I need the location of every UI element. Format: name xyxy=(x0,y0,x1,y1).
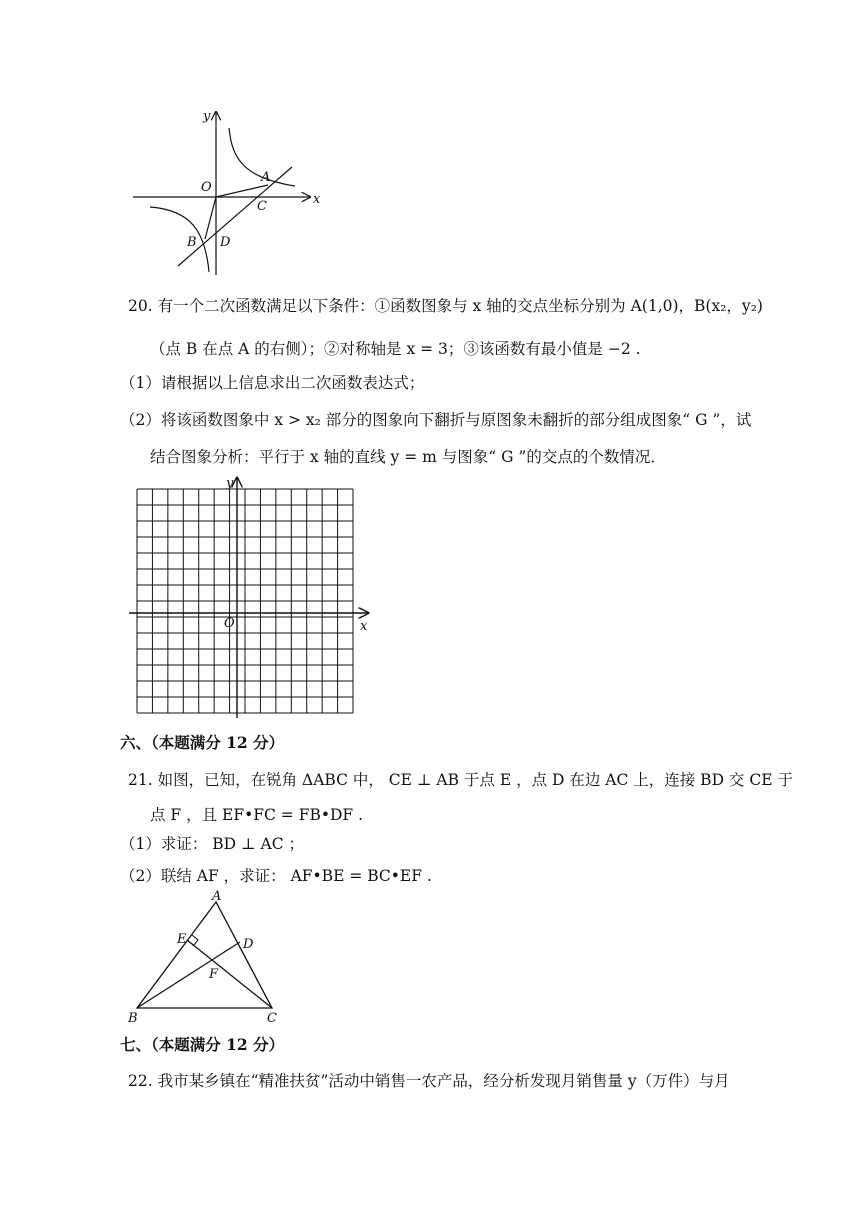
q20-line2: （点 B 在点 A 的右侧）；②对称轴是 x = 3；③该函数有最小值是 −2 . xyxy=(150,340,641,358)
label-x: x xyxy=(313,192,321,207)
label-C: C xyxy=(257,199,267,214)
label-E: E xyxy=(177,932,187,947)
q21-line1: 21. 如图，已知，在锐角 ΔABC 中， CE ⊥ AB 于点 E ，点 D 在边 AC 上，连接 BD 交 CE 于 xyxy=(128,771,793,789)
q20-part2a: （2）将该函数图象中 x > x₂ 部分的图象向下翻折与原图象未翻折的部分组成图象“ G ”，试 xyxy=(120,411,752,429)
section6-title: 六、（本题满分 12 分） xyxy=(120,733,285,752)
q20-part2b: 结合图象分析：平行于 x 轴的直线 y = m 与图象“ G ”的交点的个数情况． xyxy=(150,448,666,466)
segment-CE xyxy=(187,940,272,1008)
grid-label-y: y xyxy=(226,476,234,491)
label-F: F xyxy=(209,967,219,982)
q22-line1: 22. 我市某乡镇在“精准扶贫”活动中销售一农产品，经分析发现月销售量 y（万件）与月 xyxy=(128,1072,730,1090)
label-C: C xyxy=(267,1011,277,1026)
segment-BD xyxy=(137,942,240,1008)
label-y: y xyxy=(203,109,211,124)
hyperbola-branch-third-quadrant xyxy=(150,207,209,272)
label-B: B xyxy=(187,235,197,250)
q20-line1: 20. 有一个二次函数满足以下条件：①函数图象与 x 轴的交点坐标分别为 A(1,0)，B(x₂，y₂) xyxy=(128,297,763,315)
label-D: D xyxy=(243,937,254,952)
grid-label-O: O xyxy=(224,616,235,631)
section7-title: 七、（本题满分 12 分） xyxy=(120,1035,285,1054)
label-B: B xyxy=(128,1011,138,1026)
label-A: A xyxy=(261,170,271,185)
q21-line2: 点 F ，且 EF•FC = FB•DF . xyxy=(150,806,364,824)
label-D: D xyxy=(220,235,231,250)
line-BA xyxy=(178,167,292,266)
segment-OB xyxy=(205,197,216,239)
grid-label-x: x xyxy=(360,619,368,634)
triangle-figure xyxy=(0,890,860,1030)
label-A: A xyxy=(212,889,222,904)
coordinate-grid xyxy=(0,470,860,730)
label-O: O xyxy=(201,180,212,195)
q21-part1: （1）求证： BD ⊥ AC ； xyxy=(120,835,305,853)
q21-part2: （2）联结 AF ，求证： AF•BE = BC•EF . xyxy=(120,867,432,885)
q20-part1: （1）请根据以上信息求出二次函数表达式； xyxy=(120,374,425,392)
hyperbola-figure xyxy=(0,0,860,290)
